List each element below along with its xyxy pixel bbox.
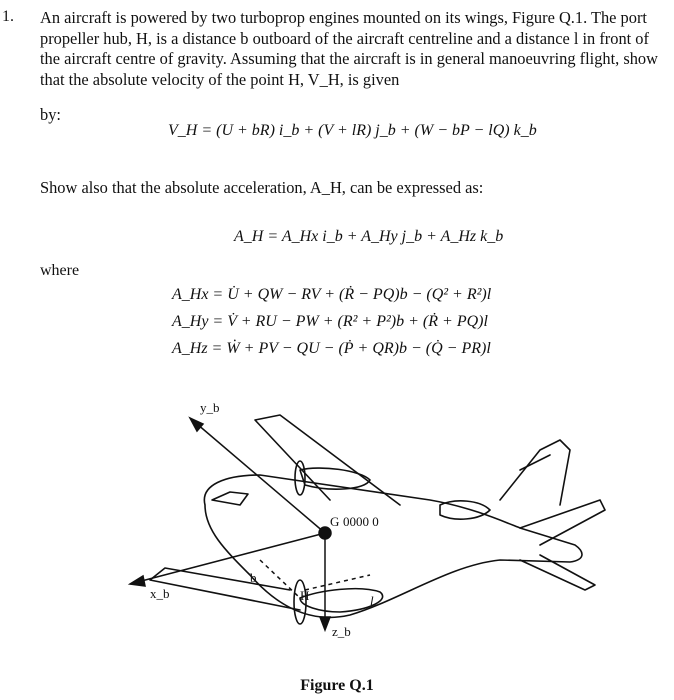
z-axis-label: z_b	[332, 624, 351, 639]
b-label: b	[250, 570, 257, 585]
question-paragraph-text: An aircraft is powered by two turboprop engines mounted on its wings, Figure Q.1. The port propeller hub, H, is a distance b outboard of the aircraft centreline and a distance l in front of the aircraft centre of gravity. Assuming that the aircraft is in general manoeuvring flight, show that the absolute velocity of the point H, V_H, is given	[40, 8, 658, 89]
h-label: H	[300, 588, 310, 603]
acceleration-equation-text: A_H = A_Hx i_b + A_Hy j_b + A_Hz k_b	[234, 228, 504, 245]
cockpit-windows	[212, 492, 248, 505]
g-label: G	[330, 514, 340, 529]
figure-caption: Figure Q.1	[300, 677, 374, 694]
y-axis-label: y_b	[200, 400, 220, 415]
velocity-equation-text: V_H = (U + bR) i_b + (V + lR) j_b + (W − bP − lQ) k_b	[168, 122, 537, 139]
by-label: by:	[40, 105, 61, 124]
x-axis-arrow	[130, 576, 145, 586]
y-axis-arrow	[190, 418, 203, 431]
ahz-equation: A_Hz = Ẇ + PV − QU − (Ṗ + QR)b − (Q̇ − PR)l	[172, 340, 491, 357]
l-dimension-line	[305, 575, 370, 590]
cabin-windows: 0000 0	[343, 514, 379, 529]
horizontal-tail	[520, 500, 605, 545]
where-label: where	[40, 262, 80, 279]
ahy-equation: A_Hy = V̇ + RU − PW + (R² + P²)b + (Ṙ + PQ)l	[172, 313, 488, 330]
x-axis-line	[130, 533, 325, 584]
x-axis-label: x_b	[150, 586, 170, 601]
show-also-text: Show also that the absolute acceleration, A_H, can be expressed as:	[40, 178, 484, 197]
port-wing	[150, 568, 300, 610]
l-label: l	[370, 593, 374, 608]
ahx-equation: A_Hx = U̇ + QW − RV + (Ṙ − PQ)b − (Q² + R²)l	[172, 286, 492, 303]
question-number: 1.	[2, 8, 14, 25]
vertical-tail	[500, 440, 570, 505]
z-axis-arrow	[320, 617, 330, 630]
fuselage	[204, 475, 582, 617]
